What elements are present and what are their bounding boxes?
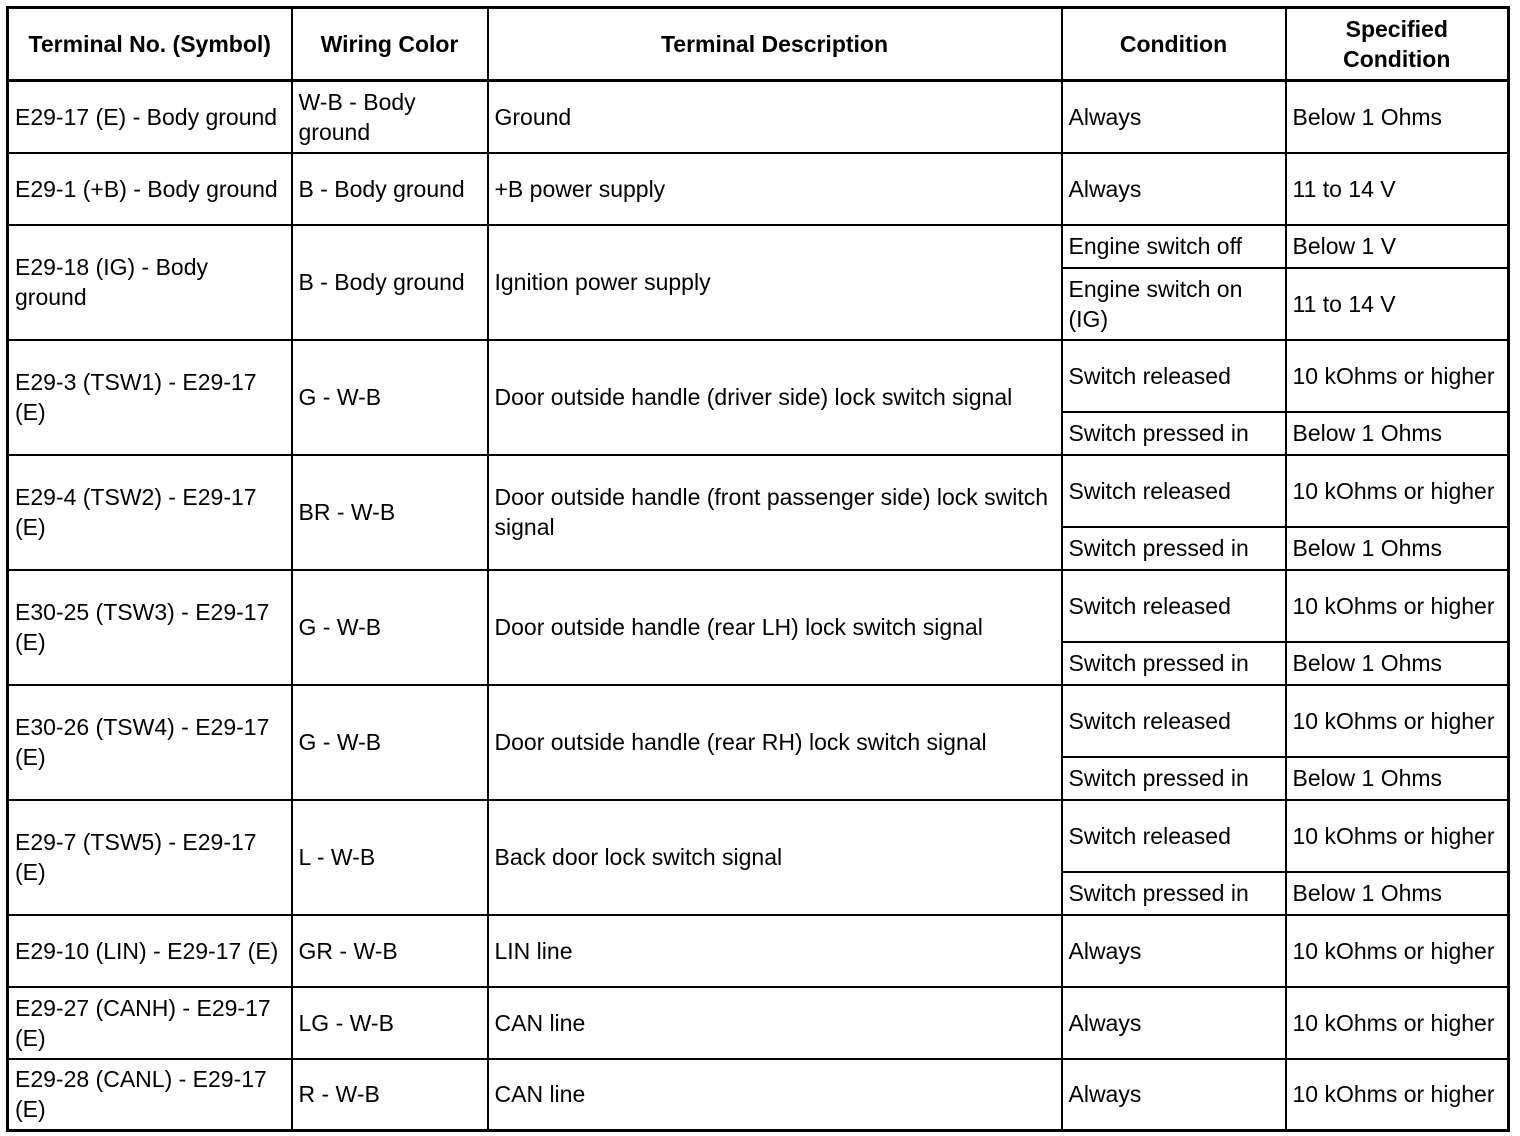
specified-condition-cell: 10 kOhms or higher bbox=[1286, 340, 1509, 412]
condition-cell: Switch released bbox=[1062, 800, 1286, 872]
specified-condition-cell: 11 to 14 V bbox=[1286, 268, 1509, 340]
description-cell: Door outside handle (front passenger side) lock switch signal bbox=[488, 455, 1062, 570]
specified-condition-cell: 10 kOhms or higher bbox=[1286, 570, 1509, 642]
wiring-color-cell: W-B - Body ground bbox=[292, 81, 488, 153]
description-cell: Ignition power supply bbox=[488, 225, 1062, 340]
wiring-color-cell: L - W-B bbox=[292, 800, 488, 915]
header-wiring-color: Wiring Color bbox=[292, 8, 488, 81]
description-cell: +B power supply bbox=[488, 153, 1062, 225]
description-cell: CAN line bbox=[488, 1059, 1062, 1131]
condition-cell: Switch released bbox=[1062, 340, 1286, 412]
condition-cell: Always bbox=[1062, 915, 1286, 987]
terminal-cell: E30-25 (TSW3) - E29-17 (E) bbox=[8, 570, 292, 685]
table-row bbox=[8, 915, 1509, 987]
wiring-color-cell: R - W-B bbox=[292, 1059, 488, 1131]
wiring-color-cell: G - W-B bbox=[292, 685, 488, 800]
wiring-color-cell: GR - W-B bbox=[292, 915, 488, 987]
wiring-color-cell: BR - W-B bbox=[292, 455, 488, 570]
table-row bbox=[8, 225, 1509, 268]
wiring-color-cell: G - W-B bbox=[292, 340, 488, 455]
header-condition: Condition bbox=[1062, 8, 1286, 81]
condition-cell: Switch released bbox=[1062, 570, 1286, 642]
terminal-cell: E29-10 (LIN) - E29-17 (E) bbox=[8, 915, 292, 987]
description-cell: LIN line bbox=[488, 915, 1062, 987]
description-cell: Back door lock switch signal bbox=[488, 800, 1062, 915]
condition-cell: Switch pressed in bbox=[1062, 642, 1286, 685]
table-row bbox=[8, 153, 1509, 225]
specified-condition-cell: 11 to 14 V bbox=[1286, 153, 1509, 225]
specified-condition-cell: Below 1 Ohms bbox=[1286, 81, 1509, 153]
condition-cell: Engine switch off bbox=[1062, 225, 1286, 268]
specified-condition-cell: 10 kOhms or higher bbox=[1286, 915, 1509, 987]
specified-condition-cell: 10 kOhms or higher bbox=[1286, 1059, 1509, 1131]
header-terminal-description: Terminal Description bbox=[488, 8, 1062, 81]
specified-condition-cell: Below 1 Ohms bbox=[1286, 412, 1509, 455]
specified-condition-cell: 10 kOhms or higher bbox=[1286, 455, 1509, 527]
table-row bbox=[8, 685, 1509, 757]
condition-cell: Always bbox=[1062, 1059, 1286, 1131]
description-cell: Door outside handle (driver side) lock switch signal bbox=[488, 340, 1062, 455]
condition-cell: Engine switch on (IG) bbox=[1062, 268, 1286, 340]
terminal-cell: E29-1 (+B) - Body ground bbox=[8, 153, 292, 225]
condition-cell: Switch released bbox=[1062, 455, 1286, 527]
header-specified-condition: Specified Condition bbox=[1286, 8, 1509, 81]
specified-condition-cell: 10 kOhms or higher bbox=[1286, 685, 1509, 757]
terminal-inspection-table bbox=[6, 6, 1510, 1132]
terminal-cell: E29-4 (TSW2) - E29-17 (E) bbox=[8, 455, 292, 570]
condition-cell: Switch pressed in bbox=[1062, 757, 1286, 800]
terminal-cell: E29-17 (E) - Body ground bbox=[8, 81, 292, 153]
specified-condition-cell: Below 1 Ohms bbox=[1286, 757, 1509, 800]
specified-condition-cell: 10 kOhms or higher bbox=[1286, 987, 1509, 1059]
wiring-color-cell: B - Body ground bbox=[292, 153, 488, 225]
terminal-cell: E29-7 (TSW5) - E29-17 (E) bbox=[8, 800, 292, 915]
description-cell: Ground bbox=[488, 81, 1062, 153]
terminal-cell: E30-26 (TSW4) - E29-17 (E) bbox=[8, 685, 292, 800]
specified-condition-cell: 10 kOhms or higher bbox=[1286, 800, 1509, 872]
table-body bbox=[8, 81, 1509, 1131]
description-cell: CAN line bbox=[488, 987, 1062, 1059]
terminal-cell: E29-27 (CANH) - E29-17 (E) bbox=[8, 987, 292, 1059]
condition-cell: Switch pressed in bbox=[1062, 412, 1286, 455]
table-row bbox=[8, 81, 1509, 153]
condition-cell: Switch released bbox=[1062, 685, 1286, 757]
wiring-color-cell: LG - W-B bbox=[292, 987, 488, 1059]
wiring-color-cell: B - Body ground bbox=[292, 225, 488, 340]
table-row bbox=[8, 570, 1509, 642]
wiring-color-cell: G - W-B bbox=[292, 570, 488, 685]
table-row bbox=[8, 1059, 1509, 1131]
condition-cell: Switch pressed in bbox=[1062, 527, 1286, 570]
description-cell: Door outside handle (rear RH) lock switch signal bbox=[488, 685, 1062, 800]
condition-cell: Always bbox=[1062, 81, 1286, 153]
specified-condition-cell: Below 1 Ohms bbox=[1286, 872, 1509, 915]
specified-condition-cell: Below 1 Ohms bbox=[1286, 527, 1509, 570]
terminal-cell: E29-18 (IG) - Body ground bbox=[8, 225, 292, 340]
header-terminal: Terminal No. (Symbol) bbox=[8, 8, 292, 81]
table-row bbox=[8, 800, 1509, 872]
table-row bbox=[8, 340, 1509, 412]
condition-cell: Always bbox=[1062, 987, 1286, 1059]
terminal-cell: E29-3 (TSW1) - E29-17 (E) bbox=[8, 340, 292, 455]
specified-condition-cell: Below 1 V bbox=[1286, 225, 1509, 268]
specified-condition-cell: Below 1 Ohms bbox=[1286, 642, 1509, 685]
description-cell: Door outside handle (rear LH) lock switch signal bbox=[488, 570, 1062, 685]
header-row bbox=[8, 8, 1509, 81]
condition-cell: Always bbox=[1062, 153, 1286, 225]
condition-cell: Switch pressed in bbox=[1062, 872, 1286, 915]
table-row bbox=[8, 987, 1509, 1059]
table-row bbox=[8, 455, 1509, 527]
terminal-cell: E29-28 (CANL) - E29-17 (E) bbox=[8, 1059, 292, 1131]
